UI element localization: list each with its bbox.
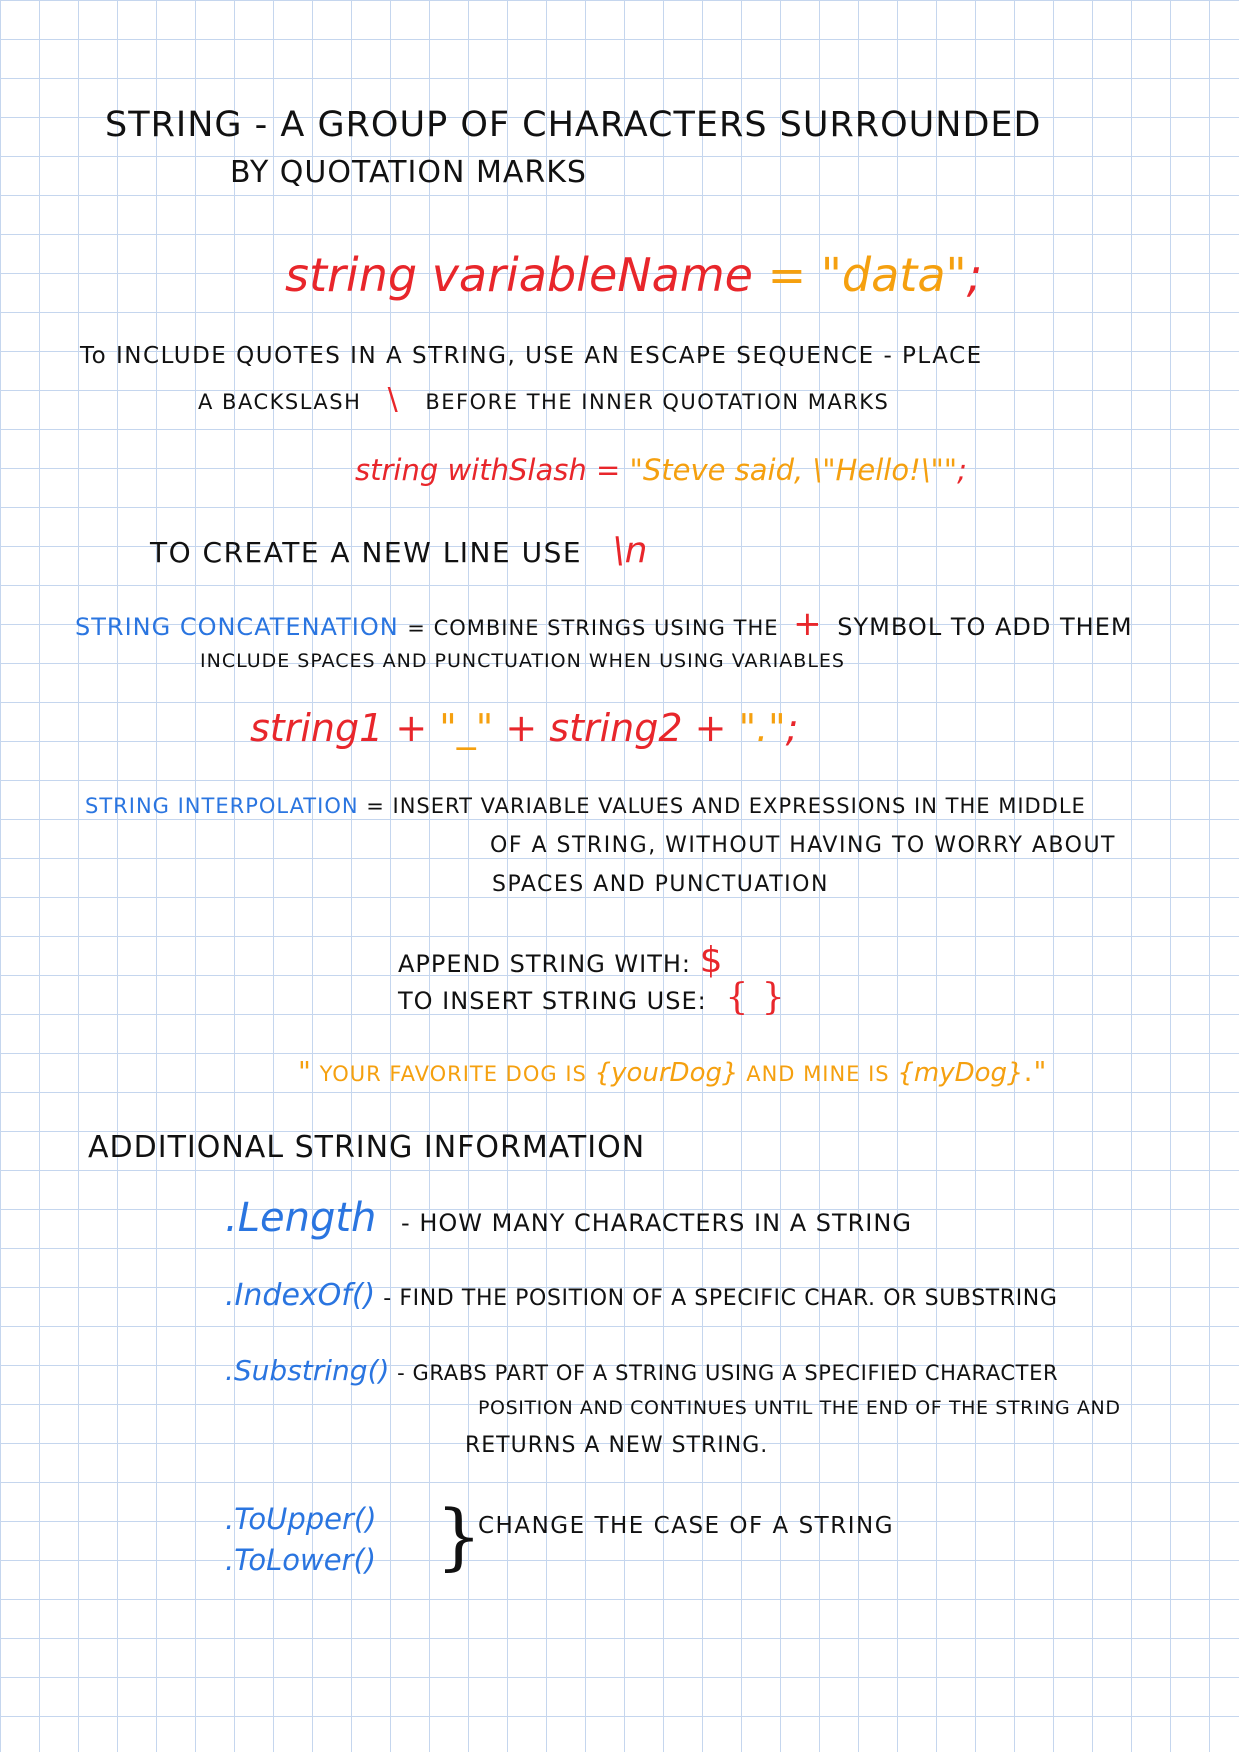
slash-type: string <box>355 453 439 487</box>
concat-plus-3: + <box>694 706 727 750</box>
tolower-method: .ToLower() <box>225 1543 377 1577</box>
indexof-item <box>225 1278 1057 1313</box>
substring-method: .Substring() <box>225 1354 390 1387</box>
declaration-example <box>285 248 982 302</box>
concatenation-line-2: INCLUDE SPACES AND PUNCTUATION WHEN USING VARIABLES <box>200 650 845 672</box>
dollar-symbol: $ <box>699 940 724 981</box>
concat-semicolon: ; <box>785 706 799 750</box>
interpolation-def-1: = INSERT VARIABLE VALUES AND EXPRESSIONS IN THE MIDDLE <box>366 794 1086 818</box>
concatenation-line-1 <box>75 604 1133 644</box>
interp-text-1: YOUR FAVORITE DOG IS <box>319 1062 587 1086</box>
slash-semicolon: ; <box>957 453 967 487</box>
backslash-glyph: \ <box>387 382 400 417</box>
interp-text-2: AND MINE IS <box>746 1062 890 1086</box>
toupper-method: .ToUpper() <box>225 1502 377 1536</box>
concat-space-literal: "_" <box>439 706 494 750</box>
newline-code: \n <box>612 530 648 571</box>
insert-rule <box>398 977 786 1018</box>
declaration-semicolon: ; <box>966 248 983 302</box>
slash-example <box>355 453 967 487</box>
newline-line <box>150 530 647 571</box>
case-desc: CHANGE THE CASE OF A STRING <box>478 1513 895 1539</box>
case-brace: } <box>436 1494 482 1578</box>
substring-desc-3: RETURNS A NEW STRING. <box>465 1433 769 1458</box>
concat-string1: string1 <box>250 706 384 750</box>
escape-line-2 <box>198 382 889 417</box>
escape-line-2-end: BEFORE THE INNER QUOTATION MARKS <box>425 390 890 414</box>
indexof-desc: - FIND THE POSITION OF A SPECIFIC CHAR. OR SUBSTRING <box>383 1286 1058 1311</box>
braces-symbol: { } <box>725 977 786 1018</box>
interp-quote-open: " <box>298 1055 312 1088</box>
concat-plus-1: + <box>395 706 428 750</box>
interp-var-1: {yourDog} <box>594 1058 739 1088</box>
concatenation-def-b: SYMBOL TO ADD THEM <box>837 613 1133 641</box>
substring-desc-1: - GRABS PART OF A STRING USING A SPECIFIED CHARACTER <box>397 1361 1059 1385</box>
newline-text: TO CREATE A NEW LINE USE <box>150 536 583 569</box>
concat-example <box>250 706 798 750</box>
additional-heading: ADDITIONAL STRING INFORMATION <box>88 1130 646 1165</box>
append-rule <box>398 940 724 981</box>
interp-end: ." <box>1023 1055 1048 1088</box>
substring-item <box>225 1354 1058 1387</box>
length-item <box>225 1195 912 1241</box>
concatenation-def-a: = COMBINE STRINGS USING THE <box>407 616 779 640</box>
concat-string2: string2 <box>549 706 683 750</box>
insert-label: TO INSERT STRING USE: <box>398 987 707 1015</box>
interp-var-2: {myDog} <box>897 1058 1024 1088</box>
substring-desc-2: POSITION AND CONTINUES UNTIL THE END OF THE STRING AND <box>478 1397 1121 1419</box>
length-method: .Length <box>225 1195 377 1241</box>
declaration-name: variableName <box>431 248 753 302</box>
append-label: APPEND STRING WITH: <box>398 950 692 978</box>
slash-equals: = <box>595 453 621 487</box>
declaration-type: string <box>285 248 418 302</box>
slash-name: withSlash <box>447 453 587 487</box>
escape-line-1: To INCLUDE QUOTES IN A STRING, USE AN ESCAPE SEQUENCE - PLACE <box>80 343 983 369</box>
interpolation-line-2: OF A STRING, WITHOUT HAVING TO WORRY ABOUT <box>490 833 1116 858</box>
interpolation-example <box>298 1055 1047 1088</box>
declaration-equals: = <box>767 248 807 302</box>
length-desc: - HOW MANY CHARACTERS IN A STRING <box>401 1209 912 1237</box>
concat-plus-2: + <box>505 706 538 750</box>
interpolation-line-1 <box>85 794 1086 818</box>
indexof-method: .IndexOf() <box>225 1278 376 1313</box>
plus-symbol: + <box>793 604 823 644</box>
escape-line-2-start: A BACKSLASH <box>198 390 362 414</box>
concatenation-term: STRING CONCATENATION <box>75 613 399 641</box>
concat-dot-literal: "." <box>738 706 786 750</box>
definition-line-2: BY QUOTATION MARKS <box>230 155 587 190</box>
slash-value: "Steve said, \"Hello!\"" <box>629 453 958 487</box>
definition-line-1: STRING - A GROUP OF CHARACTERS SURROUNDED <box>105 105 1042 145</box>
interpolation-line-3: SPACES AND PUNCTUATION <box>492 872 829 897</box>
declaration-value: "data" <box>820 248 967 302</box>
interpolation-term: STRING INTERPOLATION <box>85 794 359 818</box>
